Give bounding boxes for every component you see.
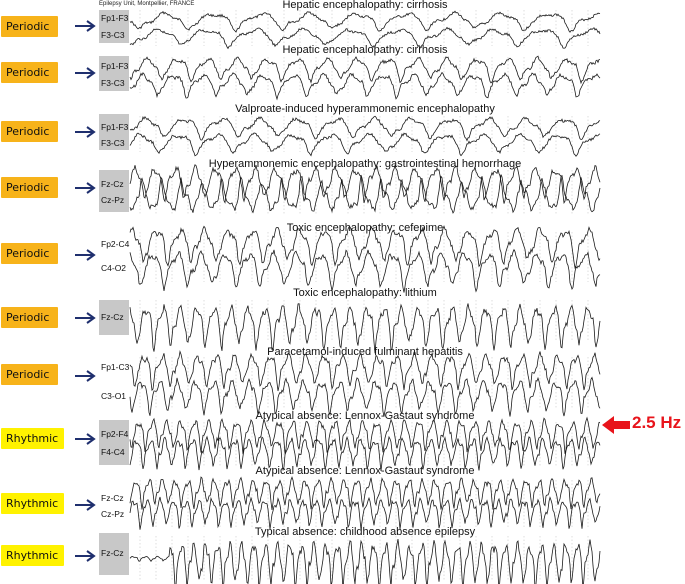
arrow-right-icon (74, 498, 96, 512)
eeg-channel-trace (130, 226, 600, 267)
pattern-badge: Periodic (1, 62, 58, 83)
eeg-channel-trace (130, 497, 600, 530)
row-title: Typical absence: childhood absence epilepsy (254, 526, 476, 538)
channel-label: F4-C4 (101, 447, 125, 457)
pattern-badge: Periodic (1, 243, 58, 264)
channel-label: C3-O1 (101, 391, 127, 401)
eeg-channel-trace (130, 477, 600, 510)
pattern-badge: Periodic (1, 307, 58, 328)
arrow-right-icon (74, 125, 96, 139)
row-title: Atypical absence: Lennox-Gastaut syndrome (255, 410, 475, 422)
row-title: Toxic encephalopathy: lithium (293, 287, 437, 299)
arrow-right-icon (74, 19, 96, 33)
channel-label: Fp2-F4 (101, 429, 129, 439)
channel-label: F3-C3 (101, 78, 125, 88)
eeg-trace (130, 357, 600, 409)
arrow-right-icon (74, 432, 96, 446)
eeg-channel-trace (130, 73, 600, 100)
eeg-trace (130, 10, 600, 46)
eeg-trace (130, 116, 600, 152)
eeg-channel-trace (130, 539, 600, 584)
channel-label: C4-O2 (101, 263, 127, 273)
row-title: Toxic encephalopathy: cefepime (286, 222, 444, 234)
channel-label: Cz-Pz (101, 195, 125, 205)
eeg-trace (130, 536, 600, 580)
row-title: Valproate-induced hyperammonemic encephalopathy (235, 103, 495, 115)
arrow-right-icon (74, 311, 96, 325)
channel-label: Cz-Pz (101, 509, 125, 519)
channel-label: F3-C3 (101, 30, 125, 40)
eeg-trace (130, 300, 600, 342)
channel-label: Fz-Cz (101, 179, 124, 189)
channel-label: Fz-Cz (101, 548, 124, 558)
arrow-right-icon (74, 181, 96, 195)
channel-label: Fz-Cz (101, 493, 124, 503)
arrow-right-icon (74, 549, 96, 563)
channel-label: Fp1-F3 (101, 61, 129, 71)
eeg-channel-trace (130, 165, 600, 204)
pattern-badge: Rhythmic (1, 493, 64, 514)
arrow-right-icon (74, 248, 96, 262)
pattern-badge: Periodic (1, 121, 58, 142)
pattern-badge: Rhythmic (1, 428, 64, 449)
eeg-channel-trace (130, 352, 600, 392)
eeg-trace (130, 232, 600, 282)
row-title: Hepatic encephalopathy: cirrhosis (282, 0, 448, 11)
channel-label: Fp1-F3 (101, 122, 129, 132)
channel-label: Fp1-C3 (101, 362, 130, 372)
eeg-channel-trace (130, 11, 600, 32)
pattern-badge: Periodic (1, 364, 58, 385)
channel-box (99, 420, 129, 465)
pattern-badge: Periodic (1, 16, 58, 37)
arrow-right-icon (74, 66, 96, 80)
eeg-trace (130, 480, 600, 528)
channel-label: F3-C3 (101, 138, 125, 148)
eeg-channel-trace (130, 133, 600, 156)
eeg-trace (130, 170, 600, 214)
row-title: Atypical absence: Lennox-Gastaut syndrome (255, 465, 475, 477)
eeg-trace (130, 422, 600, 466)
arrow-right-icon (74, 369, 96, 383)
row-title: Hyperammonemic encephalopathy: gastrointestinal hemorrhage (208, 158, 522, 170)
pattern-badge: Periodic (1, 177, 58, 198)
channel-label: Fp1-F3 (101, 13, 129, 23)
channel-label: Fp2-C4 (101, 239, 130, 249)
row-title: Hepatic encephalopathy: cirrhosis (282, 44, 448, 56)
row-title: Paracetamol-induced fulminant hepatitis (267, 346, 463, 358)
frequency-annotation: 2.5 Hz (632, 413, 682, 432)
eeg-trace (130, 57, 600, 93)
channel-box (99, 170, 129, 212)
eeg-channel-trace (130, 175, 600, 213)
credit-text: Epilepsy Unit, Montpellier, FRANCE (99, 1, 195, 7)
pattern-badge: Rhythmic (1, 545, 64, 566)
channel-label: Fz-Cz (101, 312, 124, 322)
